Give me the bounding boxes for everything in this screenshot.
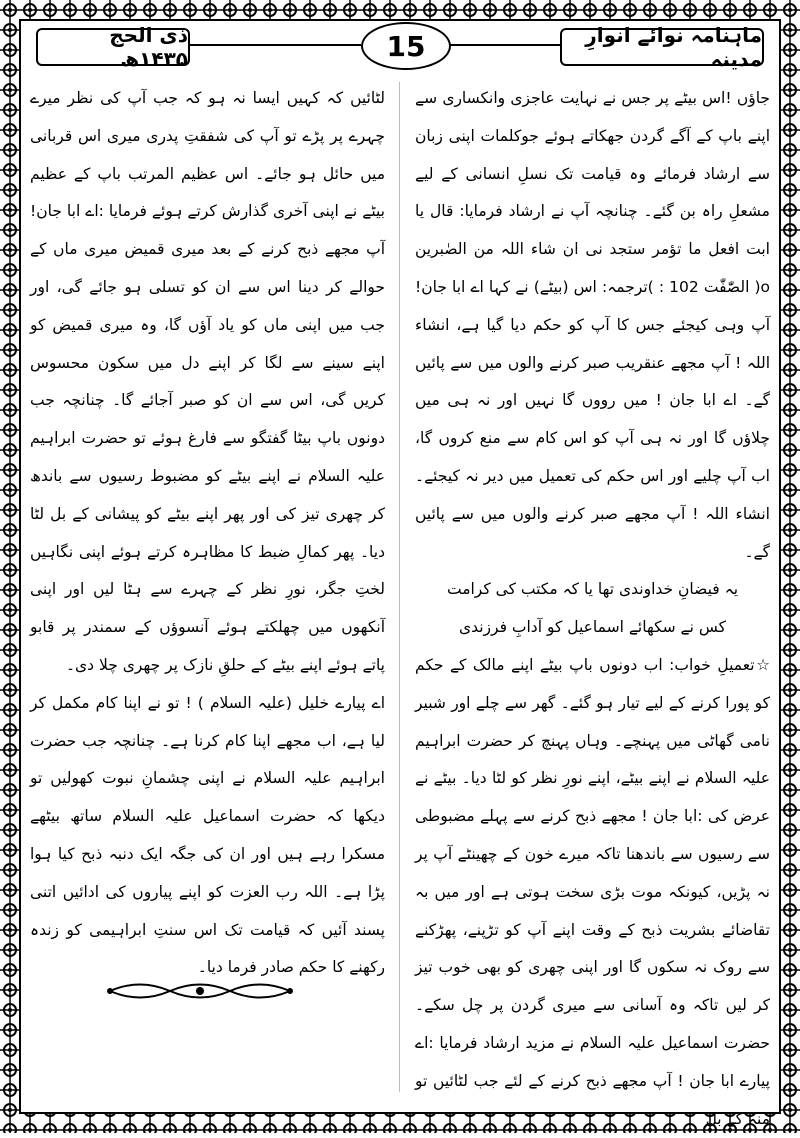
header-rule-left bbox=[186, 44, 361, 46]
issue-date: ذی الحج ۱۴۳۵ھ bbox=[36, 28, 190, 66]
poem-line: یہ فیضانِ خداوندی تھا یا کہ مکتب کی کرامت bbox=[446, 580, 739, 599]
poem-line: کس نے سکھائے اسماعیل کو آدابِ فرزندی bbox=[458, 618, 727, 637]
paragraph: اے پیارے خلیل (علیہ السلام ) ! تو نے اپنا کام مکمل کر لیا ہے، اب مجھے اپنا کام کرنا ہے۔ چنانچہ جب حضرت ابراہیم علیہ السلام نے اپنی چشمانِ نبوت کھولیں تو دیکھا کہ حضرت اسماعیل علیہ السلام ساتھ بیٹھے مسکرا رہے ہیں اور ان کی جگہ ایک دنبہ ذبح کیا ہوا پڑا ہے۔ اللہ رب العزت کو اپنے پیاروں کی ادائیں اتنی پسند آئیں کہ قیامت تک اس سنتِ ابراہیمی کو زندہ رکھنے کا حکم صادر فرما دیا۔ bbox=[30, 693, 385, 977]
magazine-title: ماہنامہ نوائے انوارِ مدینہ bbox=[560, 28, 764, 66]
paragraph: ☆تعمیلِ خواب: اب دونوں باپ بیٹے اپنے مالک کے حکم کو پورا کرنے کے لیے تیار ہو گئے۔ گھر سے چلے اور شبیر نامی گھاٹی میں پہنچے۔ وہاں پہنچ کر حضرت ابراہیم علیہ السلام نے اپنے بیٹے، اپنے نورِ نظر کو لٹا دیا۔ بیٹے نے عرض کی :ابا جان ! مجھے ذبح کرنے سے پہلے مضبوطی سے رسیوں سے باندھنا تاکہ میرے خون کے چھینٹے آپ پر نہ پڑیں، کیونکہ موت بڑی سخت ہوتی ہے اور میں بہ تقاضائے بشریت ذبح کے وقت اپنے آپ کو تڑپنے، پھڑکنے سے روک نہ سکوں گا اور اپنی چھری کو بھی خوب تیز کر لیں تاکہ وہ آسانی سے میری گردن پر چل سکے۔ حضرت اسماعیل علیہ السلام نے مزید ارشاد فرمایا :اے پیارے ابا جان ! آپ مجھے ذبح کرنے کے لئے جب لٹائیں تو منہ کے بل bbox=[415, 655, 770, 1128]
page-number: 15 bbox=[361, 22, 451, 70]
paragraph: جاؤں !اس بیٹے پر جس نے نہایت عاجزی وانکساری سے اپنے باپ کے آگے گردن جھکاتے ہوئے جوکلمات اپنی زبان سے ارشاد فرمائے وہ قیامت تک نسلِ انسانی کے لیے مشعلِ راہ بن گئے۔ چنانچہ آپ نے ارشاد فرمایا: قال یا ابت افعل ما تؤمر ستجد نی ان شاء اللہ من الصٰبرین o( الصّٰفّٰت 102 : )ترجمہ: اس (بیٹے) نے کہا اے ابا جان! آپ وہی کیجئے جس کا آپ کو حکم دیا گیا ہے، انشاء اللہ ! آپ مجھے عنقریب صبر کرنے والوں میں سے پائیں گے۔ اے ابا جان ! میں رووں گا نہیں اور نہ ہی میں چلاؤں گا اور نہ ہی آپ کو اس کام سے منع کروں گا، اب آپ چلیے اور اس حکم کی تعمیل میں دیر نہ کیجئے۔ انشاء اللہ ! آپ مجھے صبر کرنے والوں میں سے پائیں گے۔ bbox=[415, 89, 771, 561]
ornament-divider bbox=[100, 976, 300, 1006]
page-header bbox=[26, 22, 774, 71]
left-column bbox=[30, 80, 385, 987]
paragraph: لٹائیں کہ کہیں ایسا نہ ہو کہ جب آپ کی نظر میرے چہرے پر پڑے تو آپ کی شفقتِ پدری میری اس قربانی میں حائل ہو جائے۔ اس عظیم المرتب باپ کے عظیم بیٹے نے اپنی آخری گذارش کرتے ہوئے فرمایا :اے ابا جان! آپ مجھے ذبح کرنے کے بعد میری قمیض میری ماں کے حوالے کر دینا اس سے ان کو تسلی ہو جائے گی، اور جب میں اپنی ماں کو یاد آؤں گا، وہ میری قمیض کو اپنے سینے سے لگا کر اپنے دل میں سکون محسوس کریں گی، اس سے ان کو صبر آجائے گا۔ چنانچہ جب دونوں باپ بیٹا گفتگو سے فارغ ہوئے تو حضرت ابراہیم علیہ السلام نے اپنے بیٹے کو مضبوط رسیوں سے باندھ کر چھری تیز کی اور پھر اپنے بیٹے کو پیشانی کے بل لٹا دیا۔ پھر کمالِ ضبط کا مظاہرہ کرتے ہوئے اپنی نگاہیں لختِ جگر، نورِ نظر کے چہرے سے ہٹا لیں اور اپنی آنکھوں میں چھلکتے ہوئے آنسوؤں کے سمندر پر قابو پاتے ہوئے اپنے بیٹے کے حلقِ نازک پر چھری چلا دی۔ bbox=[30, 89, 385, 674]
column-divider bbox=[399, 82, 400, 1092]
right-column bbox=[415, 80, 770, 1138]
